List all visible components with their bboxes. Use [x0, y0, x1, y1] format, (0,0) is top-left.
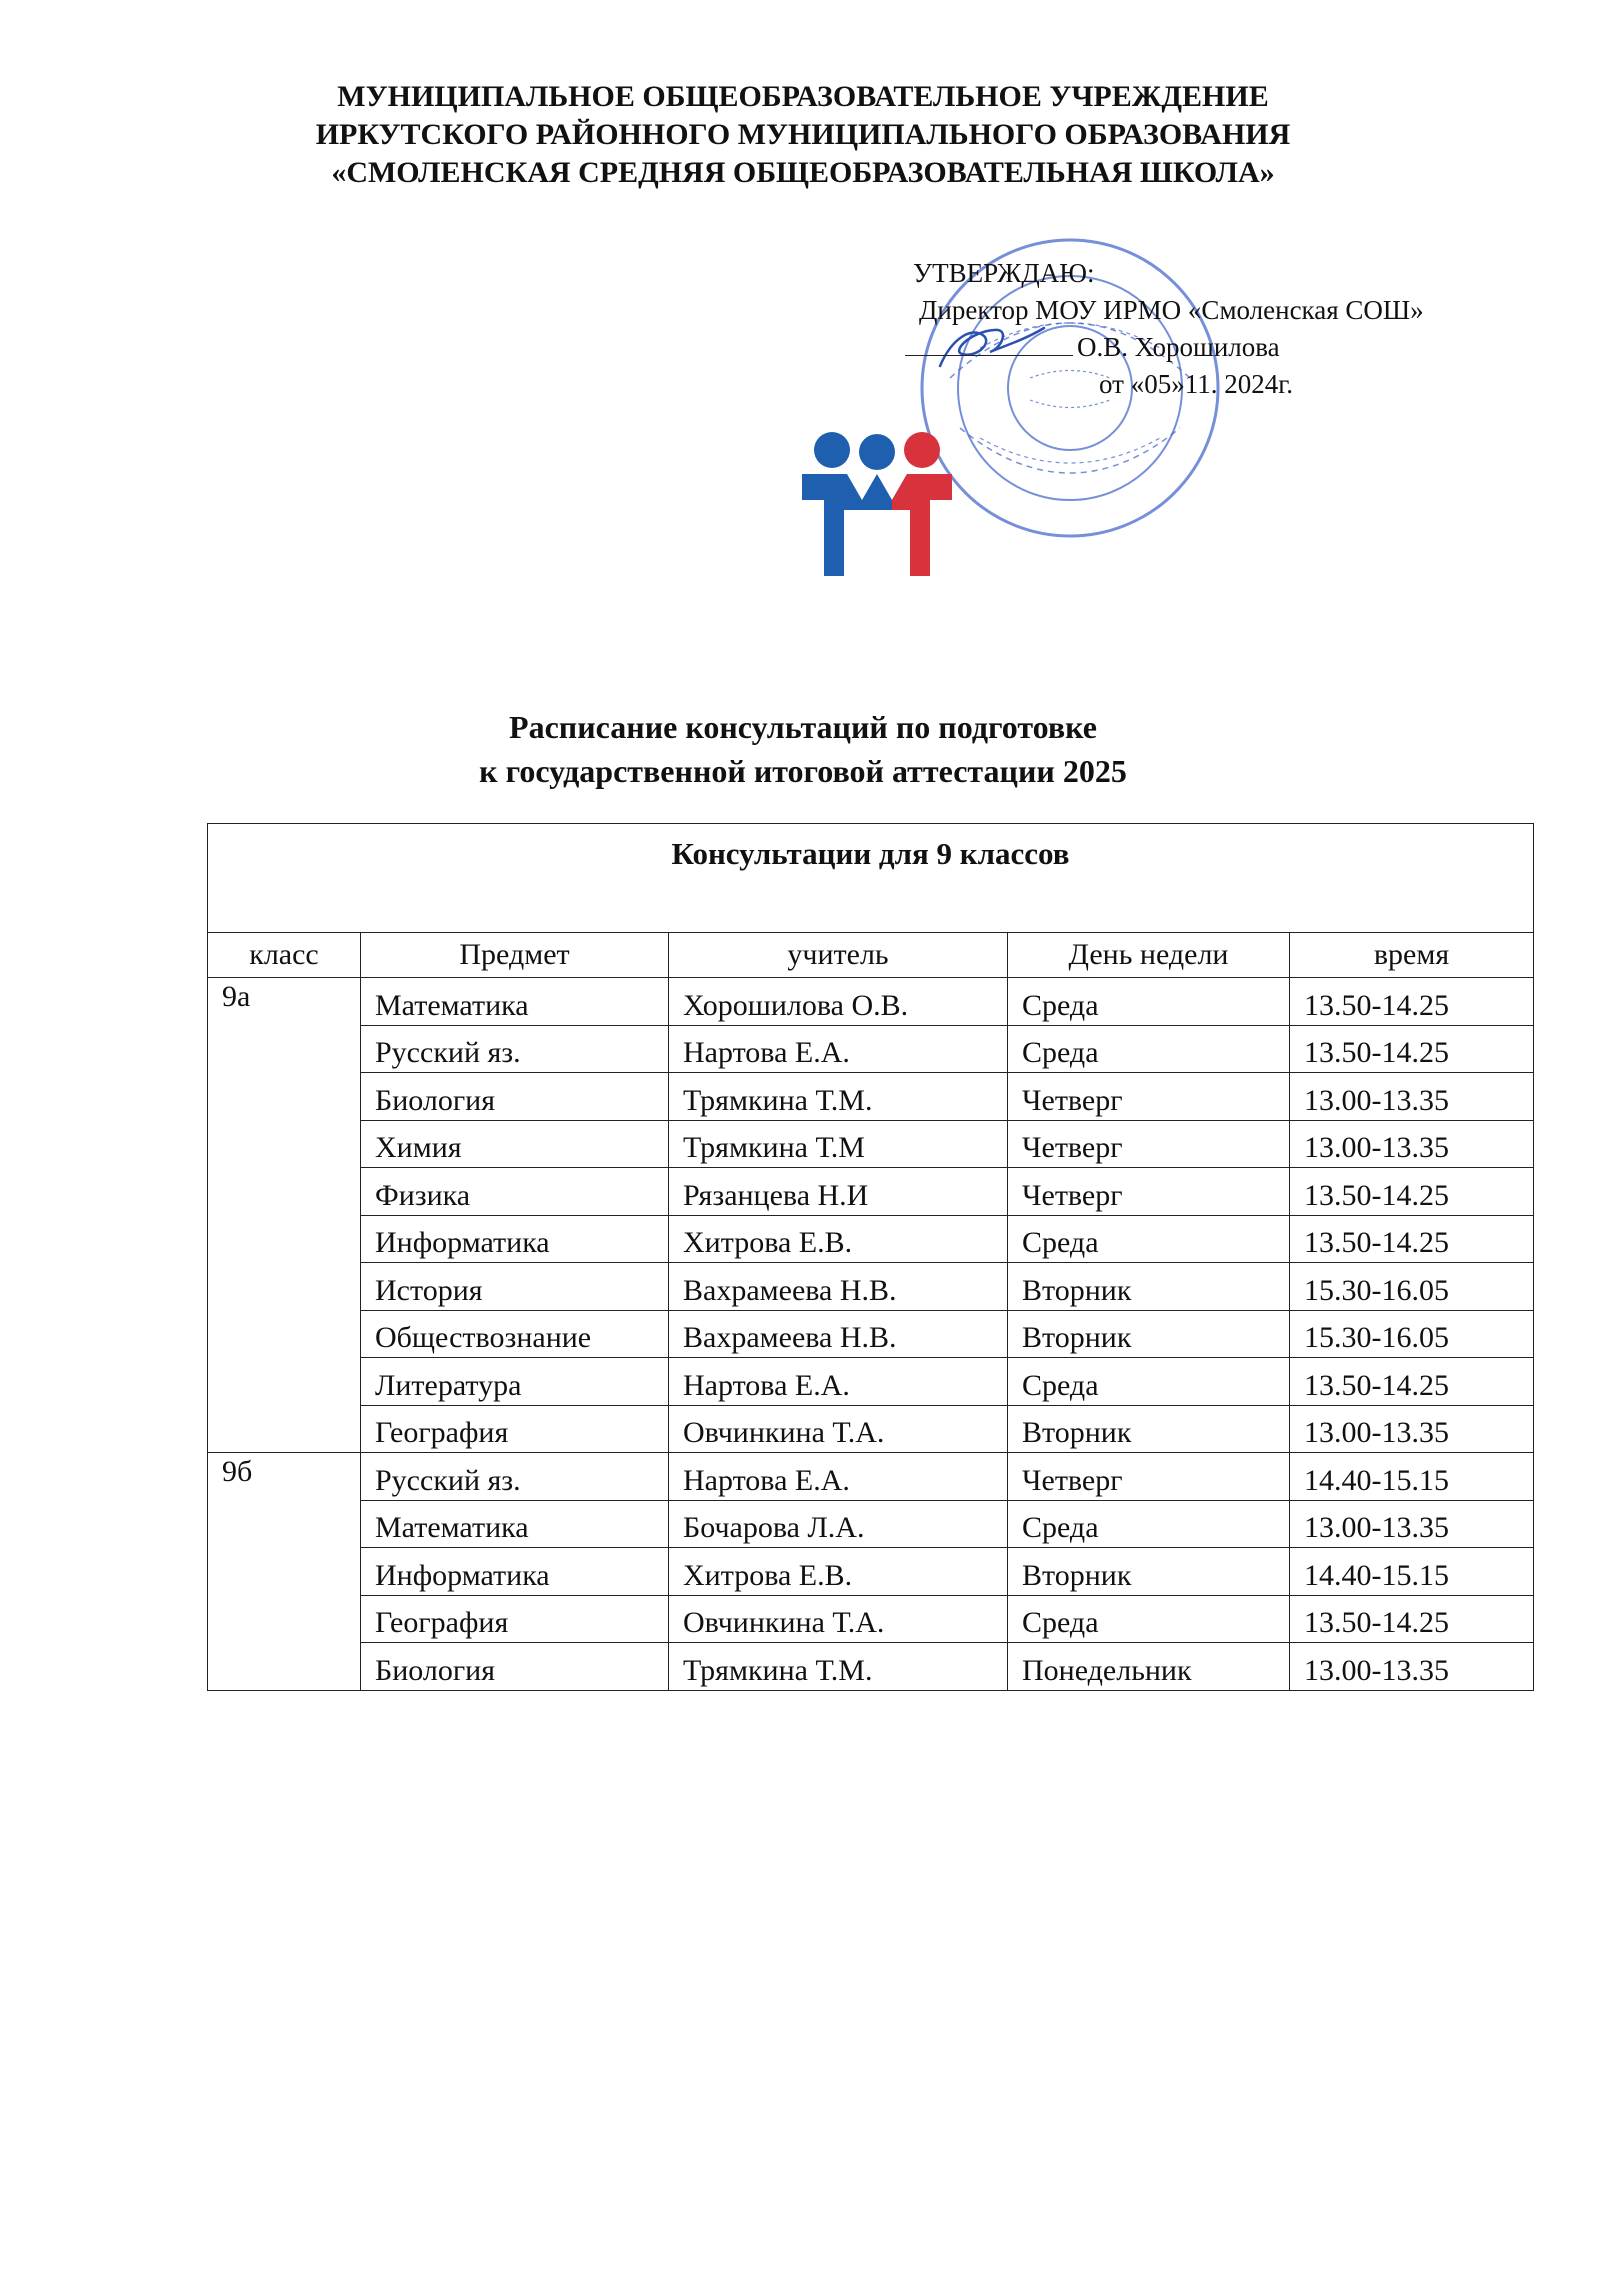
approval-position: Директор МОУ ИРМО «Смоленская СОШ»	[919, 295, 1424, 325]
teacher-cell: Трямкина Т.М	[669, 1120, 1008, 1168]
time-cell: 13.00-13.35	[1290, 1500, 1534, 1548]
time-cell: 13.50-14.25	[1290, 978, 1534, 1026]
column-header-class: класс	[208, 933, 361, 978]
approval-name-line	[905, 329, 1545, 366]
table-row	[208, 1168, 1534, 1216]
time-cell: 13.50-14.25	[1290, 1025, 1534, 1073]
header-line-2: ИРКУТСКОГО РАЙОННОГО МУНИЦИПАЛЬНОГО ОБРАЗОВАНИЯ	[315, 118, 1291, 151]
subject-cell: Математика	[361, 978, 669, 1026]
table-header-row	[208, 933, 1534, 978]
institution-header	[0, 78, 1606, 192]
teacher-cell: Трямкина Т.М.	[669, 1073, 1008, 1121]
table-row	[208, 1453, 1534, 1501]
teacher-cell: Нартова Е.А.	[669, 1453, 1008, 1501]
day-cell: Четверг	[1008, 1120, 1290, 1168]
table-row	[208, 1405, 1534, 1453]
subject-cell: История	[361, 1263, 669, 1311]
teacher-cell: Трямкина Т.М.	[669, 1643, 1008, 1691]
exam-logo-icon	[792, 430, 962, 580]
subject-cell: Математика	[361, 1500, 669, 1548]
time-cell: 13.50-14.25	[1290, 1595, 1534, 1643]
day-cell: Четверг	[1008, 1453, 1290, 1501]
time-cell: 13.50-14.25	[1290, 1215, 1534, 1263]
column-header-teacher: учитель	[669, 933, 1008, 978]
table-row	[208, 1215, 1534, 1263]
time-cell: 14.40-15.15	[1290, 1548, 1534, 1596]
time-cell: 13.50-14.25	[1290, 1168, 1534, 1216]
table-row	[208, 1025, 1534, 1073]
approval-block	[905, 255, 1545, 403]
subject-cell: География	[361, 1405, 669, 1453]
teacher-cell: Овчинкина Т.А.	[669, 1595, 1008, 1643]
day-cell: Среда	[1008, 1595, 1290, 1643]
subject-cell: Химия	[361, 1120, 669, 1168]
day-cell: Среда	[1008, 1215, 1290, 1263]
subject-cell: Информатика	[361, 1548, 669, 1596]
title-line-1: Расписание консультаций по подготовке	[509, 709, 1097, 745]
table-row	[208, 1263, 1534, 1311]
class-cell: 9а	[208, 978, 361, 1453]
column-header-day: День недели	[1008, 933, 1290, 978]
day-cell: Среда	[1008, 1500, 1290, 1548]
subject-cell: Физика	[361, 1168, 669, 1216]
time-cell: 13.00-13.35	[1290, 1120, 1534, 1168]
title-line-2: к государственной итоговой аттестации 2025	[479, 753, 1127, 789]
time-cell: 15.30-16.05	[1290, 1310, 1534, 1358]
subject-cell: Русский яз.	[361, 1453, 669, 1501]
teacher-cell: Вахрамеева Н.В.	[669, 1310, 1008, 1358]
subject-cell: Русский яз.	[361, 1025, 669, 1073]
day-cell: Вторник	[1008, 1263, 1290, 1311]
day-cell: Среда	[1008, 1025, 1290, 1073]
approval-name: О.В. Хорошилова	[1077, 332, 1280, 362]
teacher-cell: Нартова Е.А.	[669, 1025, 1008, 1073]
teacher-cell: Хорошилова О.В.	[669, 978, 1008, 1026]
teacher-cell: Рязанцева Н.И	[669, 1168, 1008, 1216]
table-row	[208, 1595, 1534, 1643]
subject-cell: Биология	[361, 1643, 669, 1691]
teacher-cell: Хитрова Е.В.	[669, 1215, 1008, 1263]
day-cell: Среда	[1008, 1358, 1290, 1406]
subject-cell: Информатика	[361, 1215, 669, 1263]
table-row	[208, 978, 1534, 1026]
day-cell: Четверг	[1008, 1073, 1290, 1121]
document-title	[0, 705, 1606, 793]
table-row	[208, 1310, 1534, 1358]
time-cell: 15.30-16.05	[1290, 1263, 1534, 1311]
table-row	[208, 1120, 1534, 1168]
time-cell: 13.00-13.35	[1290, 1643, 1534, 1691]
teacher-cell: Бочарова Л.А.	[669, 1500, 1008, 1548]
subject-cell: Биология	[361, 1073, 669, 1121]
day-cell: Вторник	[1008, 1548, 1290, 1596]
signature-line	[905, 355, 1073, 356]
teacher-cell: Хитрова Е.В.	[669, 1548, 1008, 1596]
table-body	[208, 978, 1534, 1691]
day-cell: Среда	[1008, 978, 1290, 1026]
table-row	[208, 1073, 1534, 1121]
table-row	[208, 1500, 1534, 1548]
table-caption: Консультации для 9 классов	[208, 824, 1534, 933]
teacher-cell: Нартова Е.А.	[669, 1358, 1008, 1406]
teacher-cell: Овчинкина Т.А.	[669, 1405, 1008, 1453]
table-row	[208, 1358, 1534, 1406]
class-cell: 9б	[208, 1453, 361, 1691]
time-cell: 13.00-13.35	[1290, 1405, 1534, 1453]
header-line-1: МУНИЦИПАЛЬНОЕ ОБЩЕОБРАЗОВАТЕЛЬНОЕ УЧРЕЖДЕНИЕ	[337, 80, 1269, 113]
day-cell: Четверг	[1008, 1168, 1290, 1216]
day-cell: Понедельник	[1008, 1643, 1290, 1691]
time-cell: 13.50-14.25	[1290, 1358, 1534, 1406]
subject-cell: Литература	[361, 1358, 669, 1406]
day-cell: Вторник	[1008, 1310, 1290, 1358]
teacher-cell: Вахрамеева Н.В.	[669, 1263, 1008, 1311]
table-row	[208, 1548, 1534, 1596]
time-cell: 13.00-13.35	[1290, 1073, 1534, 1121]
subject-cell: География	[361, 1595, 669, 1643]
table-row	[208, 1643, 1534, 1691]
time-cell: 14.40-15.15	[1290, 1453, 1534, 1501]
approval-label: УТВЕРЖДАЮ:	[913, 258, 1095, 288]
header-line-3: «СМОЛЕНСКАЯ СРЕДНЯЯ ОБЩЕОБРАЗОВАТЕЛЬНАЯ ШКОЛА»	[331, 156, 1275, 189]
subject-cell: Обществознание	[361, 1310, 669, 1358]
column-header-time: время	[1290, 933, 1534, 978]
consultation-schedule-table	[207, 823, 1534, 1691]
column-header-subject: Предмет	[361, 933, 669, 978]
approval-date: от «05»11. 2024г.	[1099, 369, 1293, 399]
day-cell: Вторник	[1008, 1405, 1290, 1453]
